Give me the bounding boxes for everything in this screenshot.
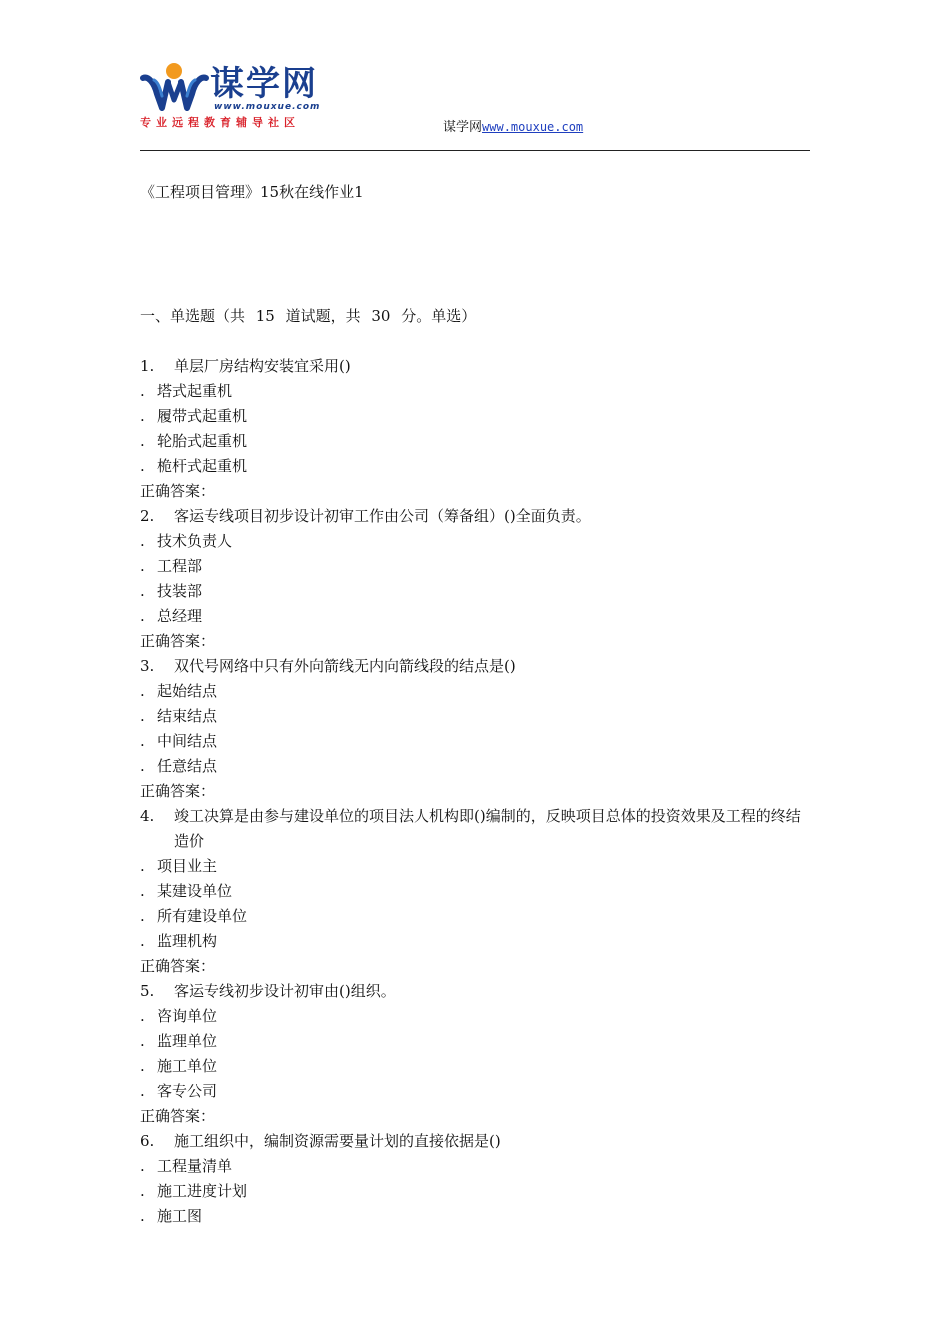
correct-answer-label: 正确答案： — [140, 632, 216, 650]
option-text: 项目业主 — [157, 857, 218, 875]
logo-wordmark: 谋学网 — [210, 64, 318, 104]
answer-option — [140, 1079, 812, 1104]
question-stem — [140, 354, 812, 379]
option-marker: . — [140, 432, 145, 450]
option-text: 施工单位 — [157, 1057, 218, 1075]
question-number: 3. — [140, 657, 155, 675]
option-marker: . — [140, 732, 145, 750]
answer-option — [140, 379, 812, 404]
option-marker: . — [140, 1032, 145, 1050]
correct-answer-label: 正确答案： — [140, 482, 216, 500]
option-text: 履带式起重机 — [157, 407, 248, 425]
question-text: 双代号网络中只有外向箭线无内向箭线段的结点是() — [174, 657, 516, 675]
question-number: 2. — [140, 507, 155, 525]
page-header — [140, 60, 810, 152]
answer-option — [140, 879, 812, 904]
option-text: 某建设单位 — [157, 882, 233, 900]
answer-option — [140, 1029, 812, 1054]
header-site-info — [443, 116, 583, 135]
question-text: 施工组织中，编制资源需要量计划的直接依据是() — [174, 1132, 501, 1150]
option-text: 桅杆式起重机 — [157, 457, 248, 475]
option-marker: . — [140, 932, 145, 950]
option-text: 任意结点 — [157, 757, 218, 775]
answer-option — [140, 429, 812, 454]
header-divider — [140, 150, 810, 151]
option-marker: . — [140, 407, 145, 425]
option-marker: . — [140, 1182, 145, 1200]
option-text: 技装部 — [157, 582, 203, 600]
answer-option — [140, 1054, 812, 1079]
answer-option — [140, 1204, 812, 1229]
answer-option — [140, 854, 812, 879]
question-number: 4. — [140, 807, 155, 825]
option-marker: . — [140, 382, 145, 400]
option-text: 中间结点 — [157, 732, 218, 750]
option-text: 施工进度计划 — [157, 1182, 248, 1200]
logo-slogan: 专业远程教育辅导社区 — [140, 116, 300, 129]
answer-option — [140, 704, 812, 729]
mouxue-logo — [140, 60, 330, 132]
answer-option — [140, 1004, 812, 1029]
logo-mark-icon — [140, 60, 210, 112]
option-marker: . — [140, 532, 145, 550]
answer-option — [140, 579, 812, 604]
answer-option — [140, 1179, 812, 1204]
option-marker: . — [140, 582, 145, 600]
option-text: 结束结点 — [157, 707, 218, 725]
answer-option — [140, 754, 812, 779]
question-number: 6. — [140, 1132, 155, 1150]
question-stem — [140, 504, 812, 529]
option-text: 客专公司 — [157, 1082, 218, 1100]
option-text: 轮胎式起重机 — [157, 432, 248, 450]
option-text: 所有建设单位 — [157, 907, 248, 925]
option-marker: . — [140, 1007, 145, 1025]
correct-answer-label: 正确答案： — [140, 1107, 216, 1125]
answer-option — [140, 529, 812, 554]
question-text: 客运专线项目初步设计初审工作由公司（筹备组）()全面负责。 — [174, 507, 591, 525]
question-text: 客运专线初步设计初审由()组织。 — [174, 982, 396, 1000]
option-text: 监理单位 — [157, 1032, 218, 1050]
option-text: 起始结点 — [157, 682, 218, 700]
option-marker: . — [140, 457, 145, 475]
answer-option — [140, 679, 812, 704]
answer-option — [140, 729, 812, 754]
option-text: 工程量清单 — [157, 1157, 233, 1175]
question-text: 单层厂房结构安装宜采用() — [174, 357, 351, 375]
question-stem — [140, 804, 812, 854]
answer-option — [140, 454, 812, 479]
answer-option — [140, 604, 812, 629]
option-text: 施工图 — [157, 1207, 203, 1225]
option-text: 技术负责人 — [157, 532, 233, 550]
option-marker: . — [140, 1082, 145, 1100]
answer-option — [140, 1154, 812, 1179]
question-number: 1. — [140, 357, 155, 375]
question-stem — [140, 979, 812, 1004]
option-text: 咨询单位 — [157, 1007, 218, 1025]
option-marker: . — [140, 757, 145, 775]
option-text: 工程部 — [157, 557, 203, 575]
site-link[interactable]: www.mouxue.com — [482, 120, 584, 134]
document-title: 《工程项目管理》15秋在线作业1 — [140, 183, 364, 201]
option-marker: . — [140, 857, 145, 875]
option-marker: . — [140, 882, 145, 900]
answer-option — [140, 904, 812, 929]
option-marker: . — [140, 557, 145, 575]
option-marker: . — [140, 907, 145, 925]
option-marker: . — [140, 1157, 145, 1175]
answer-option — [140, 554, 812, 579]
answer-option — [140, 404, 812, 429]
option-text: 总经理 — [157, 607, 203, 625]
question-list — [140, 354, 812, 1229]
question-stem — [140, 1129, 812, 1154]
question-number: 5. — [140, 982, 155, 1000]
option-marker: . — [140, 1057, 145, 1075]
correct-answer-label: 正确答案： — [140, 957, 216, 975]
option-text: 塔式起重机 — [157, 382, 233, 400]
question-stem — [140, 654, 812, 679]
option-marker: . — [140, 682, 145, 700]
section-title: 一、单选题（共 15 道试题，共 30 分。单选） — [140, 307, 477, 325]
logo-url: www.mouxue.com — [214, 102, 321, 112]
option-text: 监理机构 — [157, 932, 218, 950]
option-marker: . — [140, 607, 145, 625]
question-text: 竣工决算是由参与建设单位的项目法人机构即()编制的，反映项目总体的投资效果及工程的终结造价 — [174, 807, 801, 850]
answer-option — [140, 929, 812, 954]
option-marker: . — [140, 707, 145, 725]
site-label: 谋学网 — [443, 120, 483, 135]
option-marker: . — [140, 1207, 145, 1225]
correct-answer-label: 正确答案： — [140, 782, 216, 800]
